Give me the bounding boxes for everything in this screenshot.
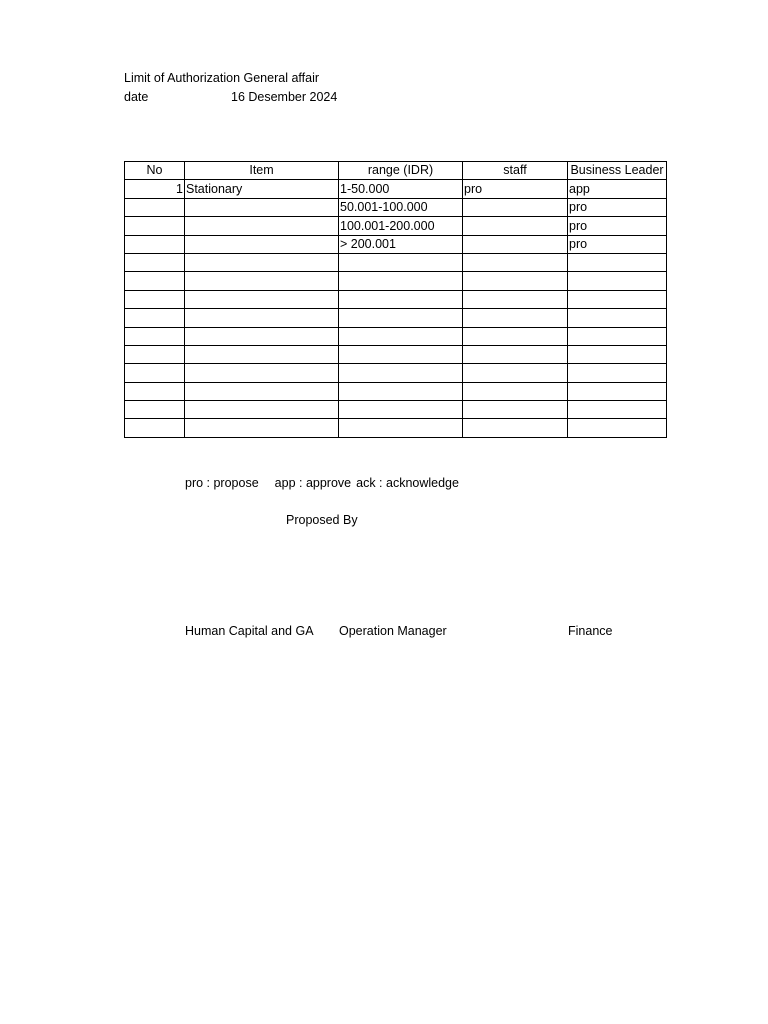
- legend-ack: ack : acknowledge: [356, 476, 459, 490]
- cell-no: 1: [125, 180, 185, 198]
- cell-range: [339, 290, 463, 308]
- cell-range: [339, 253, 463, 271]
- date-value: 16 Desember 2024: [231, 90, 338, 104]
- cell-item: Stationary: [185, 180, 339, 198]
- cell-item: [185, 290, 339, 308]
- header-business-leader: Business Leader: [568, 162, 667, 180]
- authorization-table: [124, 161, 667, 438]
- cell-item: [185, 401, 339, 419]
- cell-no: [125, 309, 185, 327]
- document-title: Limit of Authorization General affair: [124, 71, 320, 85]
- cell-staff: [463, 290, 568, 308]
- cell-range: 100.001-200.000: [339, 217, 463, 235]
- header-item: Item: [185, 162, 339, 180]
- cell-business-leader: [568, 272, 667, 290]
- cell-no: [125, 290, 185, 308]
- table-row: [125, 180, 667, 198]
- cell-business-leader: [568, 290, 667, 308]
- table-row: [125, 419, 667, 437]
- cell-staff: [463, 217, 568, 235]
- legend: [185, 477, 459, 490]
- cell-staff: [463, 235, 568, 253]
- cell-staff: [463, 327, 568, 345]
- cell-item: [185, 382, 339, 400]
- cell-range: 50.001-100.000: [339, 198, 463, 216]
- cell-no: [125, 253, 185, 271]
- table-row: [125, 217, 667, 235]
- table-body: [125, 180, 667, 437]
- cell-item: [185, 309, 339, 327]
- cell-business-leader: [568, 419, 667, 437]
- cell-business-leader: [568, 253, 667, 271]
- cell-range: [339, 327, 463, 345]
- signature-human-capital: Human Capital and GA: [185, 624, 314, 638]
- cell-no: [125, 345, 185, 363]
- header-no: No: [125, 162, 185, 180]
- cell-range: [339, 345, 463, 363]
- table-row: [125, 198, 667, 216]
- signature-operation-manager: Operation Manager: [339, 624, 447, 638]
- cell-item: [185, 253, 339, 271]
- cell-range: [339, 382, 463, 400]
- table-header-row: [125, 162, 667, 180]
- cell-business-leader: [568, 345, 667, 363]
- cell-range: [339, 272, 463, 290]
- cell-staff: pro: [463, 180, 568, 198]
- cell-item: [185, 419, 339, 437]
- cell-range: [339, 364, 463, 382]
- header-staff: staff: [463, 162, 568, 180]
- legend-pro: pro : propose: [185, 476, 259, 490]
- cell-range: [339, 309, 463, 327]
- cell-business-leader: [568, 382, 667, 400]
- cell-range: > 200.001: [339, 235, 463, 253]
- cell-item: [185, 345, 339, 363]
- cell-staff: [463, 345, 568, 363]
- table-row: [125, 382, 667, 400]
- cell-staff: [463, 253, 568, 271]
- cell-range: [339, 401, 463, 419]
- table-row: [125, 253, 667, 271]
- header-range: range (IDR): [339, 162, 463, 180]
- cell-business-leader: [568, 327, 667, 345]
- cell-item: [185, 235, 339, 253]
- cell-no: [125, 327, 185, 345]
- table-row: [125, 290, 667, 308]
- cell-staff: [463, 309, 568, 327]
- cell-business-leader: pro: [568, 217, 667, 235]
- cell-no: [125, 217, 185, 235]
- cell-staff: [463, 419, 568, 437]
- table-row: [125, 327, 667, 345]
- proposed-by-label: Proposed By: [286, 513, 358, 527]
- cell-item: [185, 217, 339, 235]
- cell-staff: [463, 364, 568, 382]
- date-label: date: [124, 90, 149, 104]
- cell-range: 1-50.000: [339, 180, 463, 198]
- table-row: [125, 272, 667, 290]
- cell-no: [125, 401, 185, 419]
- cell-business-leader: pro: [568, 198, 667, 216]
- cell-business-leader: app: [568, 180, 667, 198]
- cell-no: [125, 419, 185, 437]
- signature-finance: Finance: [568, 624, 613, 638]
- table-row: [125, 401, 667, 419]
- cell-item: [185, 272, 339, 290]
- cell-no: [125, 272, 185, 290]
- cell-business-leader: pro: [568, 235, 667, 253]
- cell-item: [185, 327, 339, 345]
- legend-app: app : approve: [274, 476, 352, 490]
- cell-item: [185, 364, 339, 382]
- cell-no: [125, 235, 185, 253]
- cell-staff: [463, 272, 568, 290]
- table-row: [125, 235, 667, 253]
- cell-staff: [463, 401, 568, 419]
- table-row: [125, 309, 667, 327]
- cell-staff: [463, 198, 568, 216]
- table-row: [125, 345, 667, 363]
- cell-no: [125, 382, 185, 400]
- cell-no: [125, 198, 185, 216]
- cell-no: [125, 364, 185, 382]
- cell-item: [185, 198, 339, 216]
- cell-business-leader: [568, 401, 667, 419]
- cell-staff: [463, 382, 568, 400]
- cell-business-leader: [568, 364, 667, 382]
- cell-business-leader: [568, 309, 667, 327]
- cell-range: [339, 419, 463, 437]
- table-row: [125, 364, 667, 382]
